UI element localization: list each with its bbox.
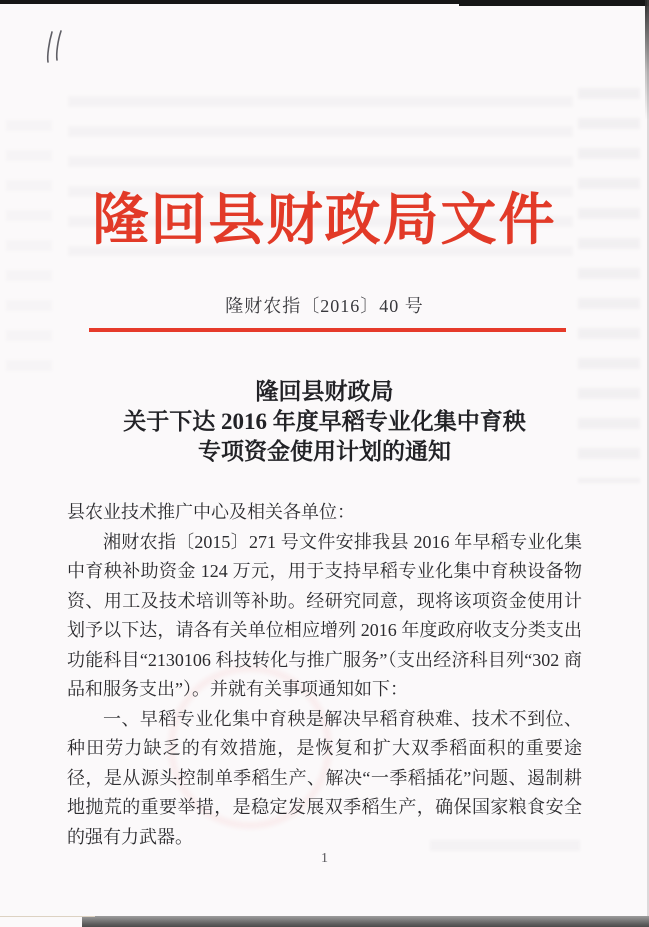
document-number: 隆财农指〔2016〕40 号 bbox=[225, 296, 424, 316]
body-paragraph-2: 一、早稻专业化集中育秧是解决早稻育秧难、技术不到位、种田劳力缺乏的有效措施，是恢复和扩大双季稻面积的重要途径，是从源头控制单季稻生产、解决“一季稻插花”问题、遏制耕地抛荒的重要举措，是稳定发展双季稻生产，确保国家粮食安全的强有力武器。 bbox=[67, 708, 582, 847]
body-paragraph-1: 湘财农指〔2015〕271 号文件安排我县 2016 年早稻专业化集中育秧补助资金 124 万元，用于支持早稻专业化集中育秧设备物资、用工及技术培训等补助。经研究同意，现将该项资金使用计划予以下达，请各有关单位相应增列 2016 年度政府收支分类支出功能科目“2130106 科技转化与推广服务”（支出经济科目列“302 商品和服务支出”）。并就有关事项通知如下： bbox=[67, 531, 582, 699]
notice-title bbox=[0, 377, 649, 467]
notice-title-line3: 专项资金使用计划的通知 bbox=[198, 439, 451, 464]
handwritten-mark bbox=[40, 28, 70, 70]
document-body bbox=[67, 498, 582, 852]
scan-edge-bottom bbox=[82, 916, 649, 927]
notice-title-line2: 关于下达 2016 年度早稻专业化集中育秧 bbox=[123, 409, 526, 434]
scan-edge-top-right bbox=[459, 0, 649, 6]
letterhead-divider bbox=[89, 328, 566, 332]
body-salutation: 县农业技术推广中心及相关各单位： bbox=[67, 502, 355, 522]
page-number: 1 bbox=[321, 851, 328, 866]
letterhead-title: 隆回县财政局文件 bbox=[92, 190, 557, 252]
scan-edge-bottom-left bbox=[0, 916, 95, 917]
notice-title-line1: 隆回县财政局 bbox=[255, 379, 394, 404]
